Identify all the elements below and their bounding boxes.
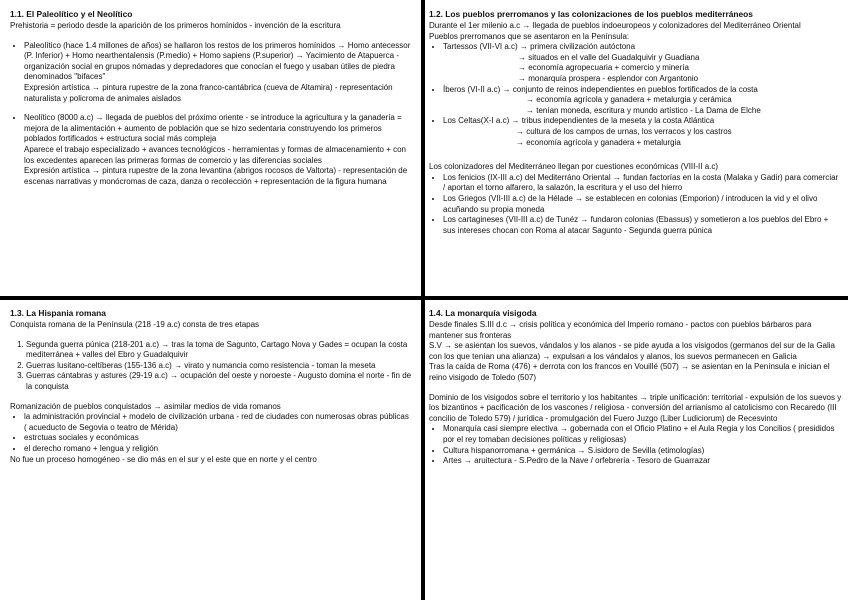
list-item: • la administración provincial + modelo de civilización urbana - red de ciudades con numerosas obras públicas ( acueducto de Segovia o teatro de Mérida) <box>24 412 413 433</box>
paragraph: Romanización de pueblos conquistados → asimilar medios de vida romanos <box>10 401 281 411</box>
list-item: 2. Guerras lusitano-celtíberas (155-136 a.c) → virato y numancia como resistencia - toman la meseta <box>26 361 413 372</box>
section-title: 1.3. La Hispania romana <box>10 308 106 318</box>
section-pueblos-prerromanos <box>425 0 848 296</box>
list-item: • Los fenicios (IX-III a.c) del Mediterráno Oriental → fundan factorías en la costa (Malaka y Gadir) para comerciar / aportan el torno alfarero, la salazón, la escritura y el uso del hierro <box>443 173 842 194</box>
bullet-list <box>429 424 842 466</box>
bullet-list <box>10 113 413 187</box>
list-item: • Paleolítico (hace 1.4 millones de años) se hallaron los restos de los primeros homínidos → Homo antecessor (P. Inferior) + Homo nearthentalensis (P.medio) + Homo sapiens (P.superior) → Yacimiento de Atapuerca - organización social en grupos nómadas y depredadores que conocían el fuego y usaban útiles de piedra denominados "bifaces" Expresión artística → pintura rupestre de la zona franco-cantábrica (cueva de Altamira) - representación naturalista y policroma de animales aislados <box>24 41 413 105</box>
list-item: 3. Guerras cántabras y astures (29-19 a.c) → ocupación del oeste y noroeste - Augusto domina el norte - fin de la conquista <box>26 371 413 392</box>
list-item: • Los cartagineses (VII-III a.c) de Tunéz → fundaron colonias (Ebassus) y sometieron a los pueblos del Ebro + sus intereses chocan con Roma al atacar Sagunto - Segunda guerra púnica <box>443 215 842 236</box>
paragraph: Desde finales S.III d.c → crisis política y económica del Imperio romano - pactos con pueblos bárbaros para mantener sus fronteras <box>429 320 812 340</box>
list-item-iberos: • Íberos (VI-II a.c) → conjunto de reinos independientes en pueblos fortificados de la costa → economía agrícola y ganadera + metalurgia y cerámica → tenían moneda, escritura y mundo artístico - La Dama de Elche <box>443 85 842 117</box>
paragraph: No fue un proceso homogéneo - se dio más en el sur y el este que en norte y el centro <box>10 454 317 464</box>
list-item-tartessos: • Tartessos (VII-VI a.c) → primera civilización autóctona → situados en el valle del Guadalquivir y Guadiana → economía agropecuaria + comercio y minería → monarquía prospera - esplendor con Argantonio <box>443 42 842 84</box>
paragraph: S.V → se asientan los suevos, vándalos y los alanos - se pide ayuda a los visigodos (germanos del sur de la Galia con los que tenían una alianza) → expulsan a los vándalos y alanos, los suevos permanecen en Galicia <box>429 341 835 361</box>
section-title: 1.1. El Paleolítico y el Neolítico <box>10 9 133 19</box>
list-item: • Monarquía casi siempre electiva → gobernada con el Oficio Platino + el Aula Regia y los Concilios ( presididos por el rey tomaban decisiones políticas y religiosas) <box>443 424 842 445</box>
list-item: • Cultura hispanorromana + germánica → S.isidoro de Sevilla (etimologías) <box>443 446 842 457</box>
list-item: • Los Griegos (VII-III a.c) de la Hélade → se establecen en colonias (Emporion) / introducen la vid y el olivo acuñando su propia moneda <box>443 194 842 215</box>
list-item: • Artes → aruitectura - S.Pedro de la Nave / orfebrería - Tesoro de Guarrazar <box>443 456 842 467</box>
list-item-celtas: • Los Celtas(X-I a.c) → tribus independientes de la meseta y la costa Atlántica → cultura de los campos de urnas, los verracos y los castros → economía agrícola y ganadera + metalurgia <box>443 116 842 148</box>
numbered-list <box>10 340 413 393</box>
bullet-list <box>10 412 413 454</box>
list-item: 1. Segunda guerra púnica (218-201 a.c) → tras la toma de Sagunto, Cartago Nova y Gades = ocupan la costa mediterránea + valles del Ebro y Guadalquivir <box>26 340 413 361</box>
paragraph: Conquista romana de la Península (218 -19 a.c) consta de tres etapas <box>10 320 260 329</box>
paragraph: Dominio de los visigodos sobre el territorio y los habitantes → triple unificación: territorial - expulsión de los suevos y los bizantinos + pacificación de los vascones / religiosa - conversión del arrianismo al catolicismo con Recaredo (III concilio de Toledo 579) / jurídica - promulgación del Fuero Juzgo (Liber Ludiciorum) de Recesvinto <box>429 392 842 423</box>
list-item: • estrctuas sociales y económicas <box>24 433 413 444</box>
section-hispania-romana <box>0 300 421 600</box>
section-title: 1.2. Los pueblos prerromanos y las colonizaciones de los pueblos mediterráneos <box>429 9 753 19</box>
section-monarquia-visigoda <box>425 300 848 600</box>
section-title: 1.4. La monarquía visigoda <box>429 308 537 318</box>
section-paleolitico-neolitico <box>0 0 421 296</box>
paragraph: Pueblos prerromanos que se asentaron en la Península: <box>429 31 630 41</box>
bullet-list <box>429 42 842 148</box>
list-item: • Neolítico (8000 a.c) → llegada de pueblos del próximo oriente - se introduce la agricultura y la ganadería = mejora de la alimentación + aumento de población que se hizo sedentaria construyendo los primeros poblados fortificados + estructura social más compleja Aparece el trabajo especializado + avances tecnológicos - herramientas y formas de almacenamiento + con los excedentes aparecen las primeras formas de comercio y las diferencias sociales Expresión artística → pintura rupestre de la zona levantina (abrigos rocosos de Valtorta) - representación de escenas narrativas y monócromas de caza, danza o recolección + representación de la figura humana <box>24 113 413 187</box>
bullet-list <box>10 41 413 105</box>
list-item: • el derecho romano + lengua y religión <box>24 444 413 455</box>
paragraph: Tras la caída de Roma (476) + derrota con los francos en Vouillé (507) → se asientan en la Península e inician el reino visigodo de Toledo (507) <box>429 362 830 382</box>
paragraph: Durante el 1er milenio a.c → llegada de pueblos indoeuropeos y colonizadores del Mediterráneo Oriental <box>429 21 801 30</box>
paragraph: Los colonizadores del Mediterráneo llegan por cuestiones económicas (VIII-II a.c) <box>429 162 719 172</box>
paragraph: Prehistoria = periodo desde la aparición de los primeros homínidos - invención de la escritura <box>10 21 341 30</box>
bullet-list <box>429 173 842 237</box>
